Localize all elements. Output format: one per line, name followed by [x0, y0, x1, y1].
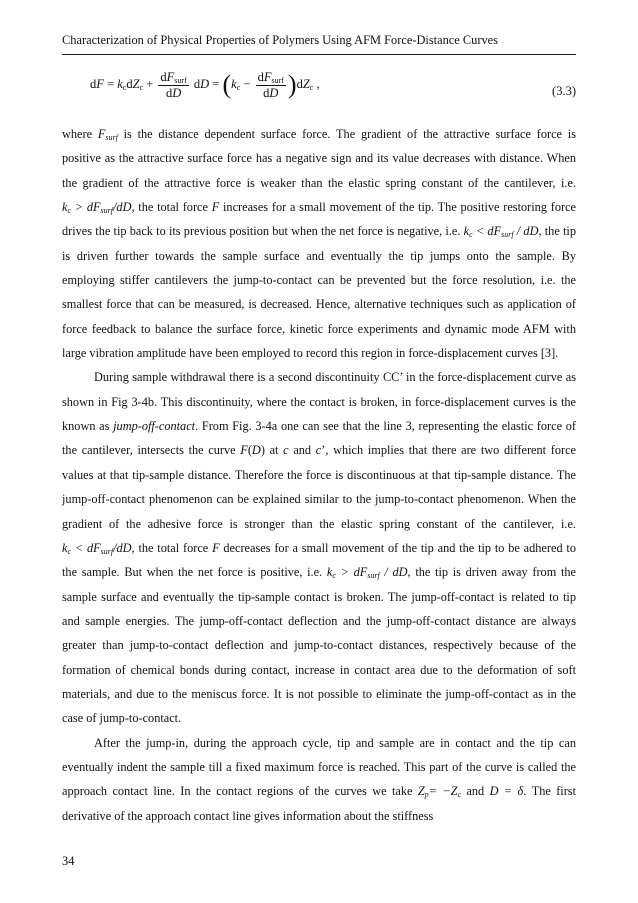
- equation-3-3: dF = $k_cdZ_c$ + $\frac{dF_{surf}}{dD}$ dD = ($k_c$ − $\frac{dF_{surf}}{dD}$ )$dZ_c$ , (3.3): [90, 70, 576, 100]
- paragraph-2: During sample withdrawal there is a second discontinuity CC’ in the force-displacement curve as shown in Fig 3-4b. This discontinuity, where the contact is broken, in force-displacement curves is the known as jump-off-contact. From Fig. 3-4a one can see that the line 3, representing the elastic force of the cantilever, intersects the curve F(D) at c and c’, which implies that there are two different force values at that tip-sample distance. Therefore the force is discontinuous at that tip-sample distance. The jump-off-contact phenomenon can be explained similar to the jump-to-contact phenomenon. When the gradient of the adhesive force is stronger than the elastic spring constant of the cantilever, i.e. $k_c < dF_{surf}/dD$, the total force F decreases for a small movement of the tip and the tip to be adhered to the sample. But when the net force is positive, i.e. $k_c > dF_{surf}$ / dD, the tip is driven away from the sample surface and eventually the tip-sample contact is broken. The jump-off-contact is related to tip and sample energies. The jump-off-contact deflection and the jump-off-contact distance are always greater than jump-to-contact deflection and jump-to-contact distances, respectively because of the formation of chemical bonds during contact, increase in contact area due to the deformation of soft materials, and due to the meniscus force. It is not possible to eliminate the jump-off-contact as in the case of jump-to-contact.: [62, 370, 577, 726]
- header-rule: [62, 54, 576, 55]
- equation-number: (3.3): [552, 84, 576, 98]
- body-text: [62, 122, 576, 828]
- page-number: 34: [62, 854, 75, 868]
- running-header: Characterization of Physical Properties of Polymers Using AFM Force-Distance Curves: [62, 33, 498, 47]
- paragraph-3: After the jump-in, during the approach cycle, tip and sample are in contact and the tip can eventually indent the sample till a fixed maximum force is reached. This part of the curve is called the approach contact line. In the contact regions of the curves we take $Z_p= -Z_c$ and D = δ. The first derivative of the approach contact line gives information about the stiffness: [62, 735, 577, 823]
- paragraph-1: where $F_{surf}$ is the distance dependent surface force. The gradient of the attractive surface force is positive as the attractive surface force has a negative sign and its value decreases with distance. When the gradient of the attractive force is weaker than the elastic spring constant of the cantilever, i.e. $k_c > dF_{surf}/dD$, the total force F increases for a small movement of the tip. The positive restoring force drives the tip back to its previous position but when the net force is negative, i.e. $k_c < dF_{surf}$ / dD, the tip is driven further towards the sample surface and eventually the tip jumps onto the sample. By employing stiffer cantilevers the jump-to-contact can be prevented but the force resolution, i.e. the smallest force that can be measured, is decreased. Hence, alternative techniques such as application of force feedback to balance the surface force, kinetic force experiments and dynamic mode AFM with large vibration amplitude have been employed to record this region in force-displacement curves [3].: [62, 127, 576, 361]
